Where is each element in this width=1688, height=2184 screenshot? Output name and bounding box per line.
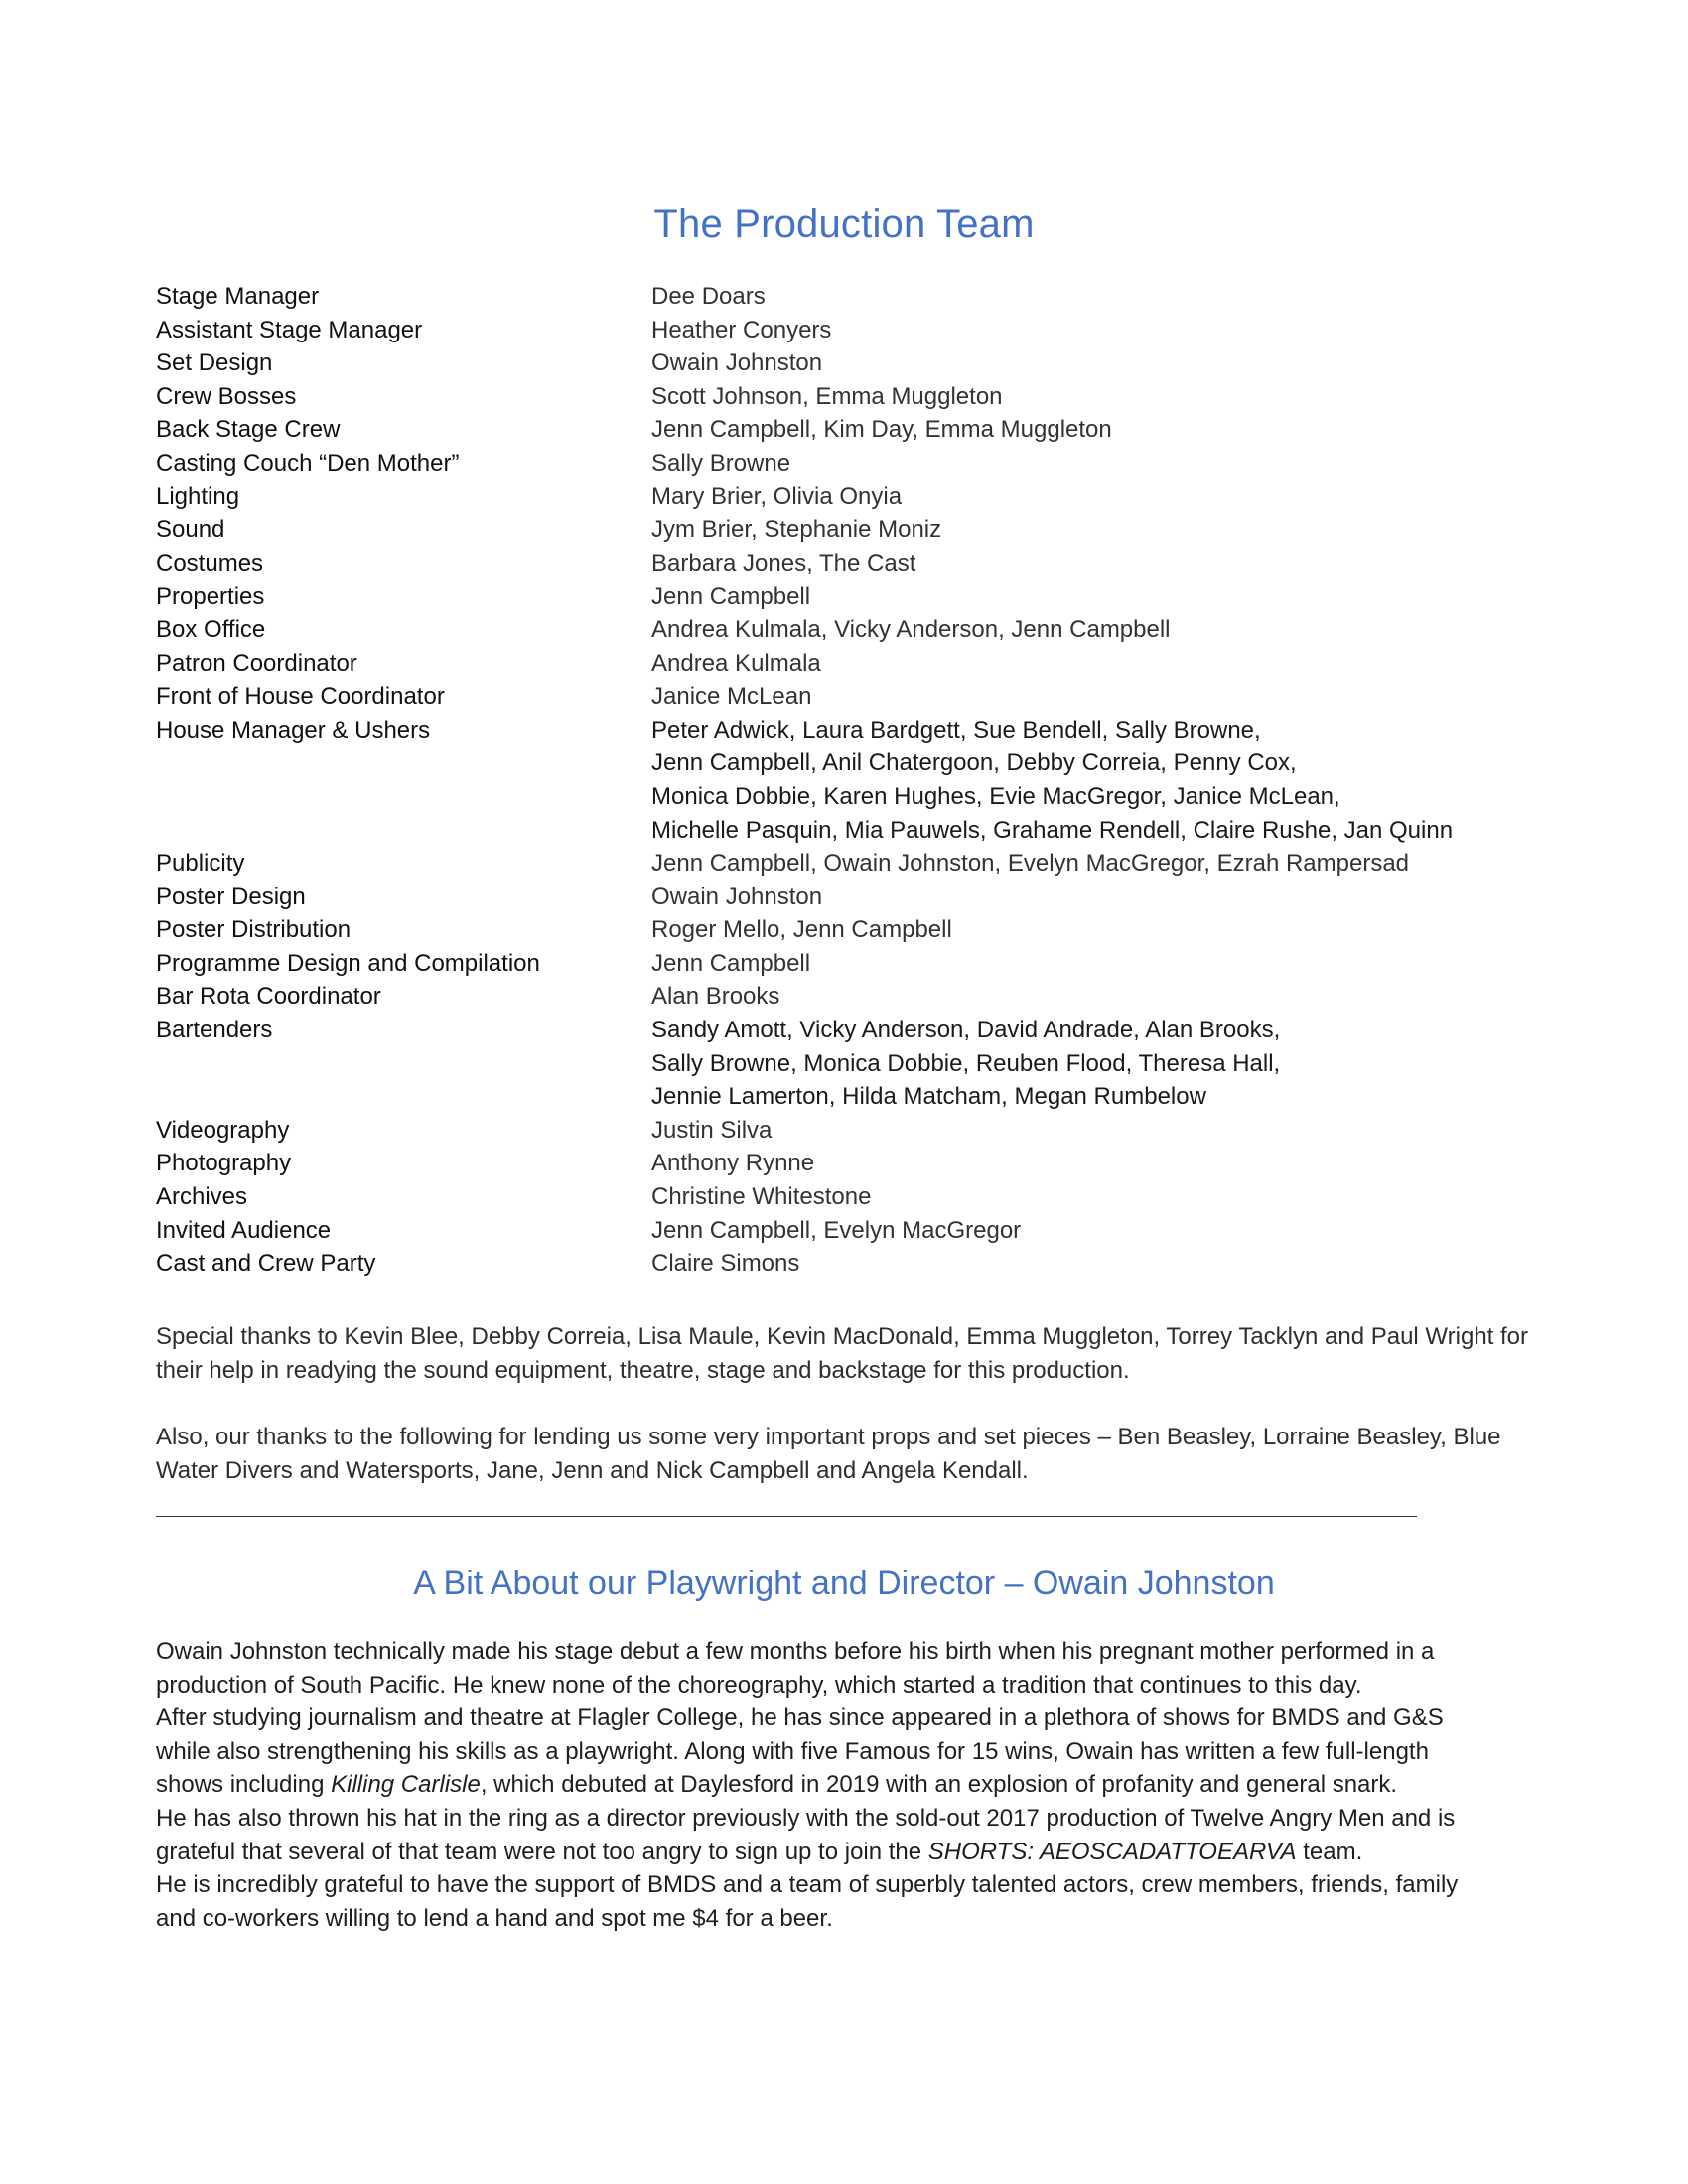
special-thanks-paragraph: Special thanks to Kevin Blee, Debby Correia, Lisa Maule, Kevin MacDonald, Emma Muggleton, Torrey Tacklyn and Paul Wright for their help in readying the sound equipment, theatre, stage and backstage for this production. bbox=[156, 1323, 1529, 1384]
role-label: Back Stage Crew bbox=[156, 416, 341, 444]
name-line: Andrea Kulmala bbox=[651, 649, 821, 677]
role-names bbox=[651, 346, 1546, 380]
role-names bbox=[651, 547, 1546, 581]
name-line: Monica Dobbie, Karen Hughes, Evie MacGregor, Janice McLean, bbox=[651, 782, 1340, 810]
role-label: Box Office bbox=[156, 615, 266, 643]
role-names bbox=[651, 1214, 1546, 1248]
role-label: Publicity bbox=[156, 850, 245, 878]
bio-line: He has also thrown his hat in the ring as a director previously with the sold-out 2017 production of Twelve Angry Men and is bbox=[156, 1804, 1456, 1832]
team-row bbox=[156, 1147, 1546, 1180]
role-label: Patron Coordinator bbox=[156, 649, 357, 677]
role-label: Lighting bbox=[156, 482, 240, 510]
role-names bbox=[651, 881, 1546, 914]
role-label: Stage Manager bbox=[156, 283, 320, 310]
bio-text: shows including bbox=[156, 1771, 332, 1799]
bio-line: He is incredibly grateful to have the support of BMDS and a team of superbly talented actors, crew members, friends, family bbox=[156, 1871, 1459, 1899]
role-label: Costumes bbox=[156, 549, 264, 577]
role-names bbox=[651, 580, 1546, 614]
production-team-list bbox=[156, 280, 1546, 1281]
team-row bbox=[156, 947, 1546, 981]
team-row bbox=[156, 1214, 1546, 1248]
name-line: Scott Johnson, Emma Muggleton bbox=[651, 382, 1003, 410]
role-names bbox=[651, 1014, 1546, 1114]
bio-line: Owain Johnston technically made his stage debut a few months before his birth when his pregnant mother performed in a bbox=[156, 1638, 1435, 1665]
role-names bbox=[651, 647, 1546, 681]
name-line: Owain Johnston bbox=[651, 883, 823, 910]
team-row bbox=[156, 380, 1546, 414]
name-line: Sandy Amott, Vicky Anderson, David Andrade, Alan Brooks, bbox=[651, 1017, 1281, 1044]
name-line: Justin Silva bbox=[651, 1116, 773, 1144]
role-label: Poster Distribution bbox=[156, 916, 352, 944]
bio-line bbox=[156, 1836, 1546, 1869]
bio-text: team. bbox=[1296, 1838, 1363, 1865]
role-label: Videography bbox=[156, 1116, 290, 1144]
bio-line: and co-workers willing to lend a hand and spot me $4 for a beer. bbox=[156, 1904, 833, 1932]
team-row bbox=[156, 913, 1546, 947]
role-label: House Manager & Ushers bbox=[156, 716, 431, 744]
role-names bbox=[651, 314, 1546, 347]
role-label: Set Design bbox=[156, 349, 273, 377]
role-names bbox=[651, 1180, 1546, 1214]
team-row bbox=[156, 447, 1546, 480]
name-line: Michelle Pasquin, Mia Pauwels, Grahame Rendell, Claire Rushe, Jan Quinn bbox=[651, 816, 1454, 844]
show-title-italic: SHORTS: AEOSCADATTOEARVA bbox=[927, 1838, 1297, 1865]
team-row bbox=[156, 980, 1546, 1014]
name-line: Jenn Campbell, Owain Johnston, Evelyn MacGregor, Ezrah Rampersad bbox=[651, 850, 1410, 878]
name-line: Christine Whitestone bbox=[651, 1183, 872, 1211]
name-line: Alan Brooks bbox=[651, 983, 780, 1011]
bio-line bbox=[156, 1768, 1546, 1802]
team-row bbox=[156, 847, 1546, 881]
name-line: Dee Doars bbox=[651, 283, 766, 310]
name-line: Sally Browne, Monica Dobbie, Reuben Flood, Theresa Hall, bbox=[651, 1049, 1281, 1077]
bio-line: while also strengthening his skills as a playwright. Along with five Famous for 15 wins, Owain has written a few full-length bbox=[156, 1737, 1429, 1765]
role-names bbox=[651, 614, 1546, 647]
team-row bbox=[156, 580, 1546, 614]
team-row bbox=[156, 647, 1546, 681]
bio-line: production of South Pacific. He knew none of the choreography, which started a tradition that continues to this day. bbox=[156, 1671, 1362, 1699]
name-line: Jenn Campbell, Anil Chatergoon, Debby Correia, Penny Cox, bbox=[651, 750, 1297, 777]
team-row bbox=[156, 680, 1546, 714]
role-label: Front of House Coordinator bbox=[156, 683, 445, 711]
role-names bbox=[651, 847, 1546, 881]
role-names bbox=[651, 280, 1546, 314]
name-line: Jennie Lamerton, Hilda Matcham, Megan Rumbelow bbox=[651, 1083, 1206, 1111]
name-line: Sally Browne bbox=[651, 449, 791, 477]
playwright-title: A Bit About our Playwright and Director – Owain Johnston bbox=[413, 1565, 1275, 1602]
role-label: Photography bbox=[156, 1150, 292, 1177]
role-names bbox=[651, 714, 1546, 847]
team-row bbox=[156, 881, 1546, 914]
team-row bbox=[156, 614, 1546, 647]
name-line: Jym Brier, Stephanie Moniz bbox=[651, 516, 942, 544]
team-row bbox=[156, 1180, 1546, 1214]
role-label: Casting Couch “Den Mother” bbox=[156, 449, 460, 477]
role-names bbox=[651, 980, 1546, 1014]
team-row bbox=[156, 413, 1546, 447]
team-row bbox=[156, 1114, 1546, 1148]
role-label: Bartenders bbox=[156, 1017, 273, 1044]
play-title-italic: Killing Carlisle bbox=[331, 1771, 481, 1799]
team-row bbox=[156, 714, 1546, 847]
name-line: Jenn Campbell bbox=[651, 949, 811, 977]
name-line: Andrea Kulmala, Vicky Anderson, Jenn Campbell bbox=[651, 615, 1171, 643]
team-row bbox=[156, 547, 1546, 581]
role-label: Crew Bosses bbox=[156, 382, 297, 410]
name-line: Janice McLean bbox=[651, 683, 812, 711]
role-label: Bar Rota Coordinator bbox=[156, 983, 381, 1011]
name-line: Claire Simons bbox=[651, 1250, 800, 1278]
name-line: Jenn Campbell, Kim Day, Emma Muggleton bbox=[651, 416, 1112, 444]
role-label: Assistant Stage Manager bbox=[156, 316, 423, 343]
role-label: Poster Design bbox=[156, 883, 306, 910]
role-names bbox=[651, 1114, 1546, 1148]
team-row bbox=[156, 314, 1546, 347]
team-row bbox=[156, 1247, 1546, 1281]
role-names bbox=[651, 513, 1546, 547]
bio-line: After studying journalism and theatre at Flagler College, he has since appeared in a plethora of shows for BMDS and G&S bbox=[156, 1705, 1444, 1732]
role-names bbox=[651, 947, 1546, 981]
name-line: Jenn Campbell bbox=[651, 583, 811, 611]
section-divider bbox=[156, 1516, 1417, 1517]
role-label: Sound bbox=[156, 516, 225, 544]
playwright-bio bbox=[156, 1635, 1546, 1935]
team-row bbox=[156, 346, 1546, 380]
bio-text: grateful that several of that team were not too angry to sign up to join the bbox=[156, 1838, 928, 1865]
role-names bbox=[651, 1147, 1546, 1180]
role-names bbox=[651, 480, 1546, 514]
name-line: Peter Adwick, Laura Bardgett, Sue Bendell, Sally Browne, bbox=[651, 716, 1261, 744]
role-names bbox=[651, 447, 1546, 480]
name-line: Heather Conyers bbox=[651, 316, 832, 343]
role-names bbox=[651, 913, 1546, 947]
role-label: Cast and Crew Party bbox=[156, 1250, 376, 1278]
name-line: Mary Brier, Olivia Onyia bbox=[651, 482, 903, 510]
team-row bbox=[156, 280, 1546, 314]
role-label: Archives bbox=[156, 1183, 248, 1211]
bio-text: , which debuted at Daylesford in 2019 with an explosion of profanity and general snark. bbox=[480, 1771, 1398, 1799]
team-row bbox=[156, 513, 1546, 547]
role-label: Properties bbox=[156, 583, 265, 611]
role-label: Programme Design and Compilation bbox=[156, 949, 540, 977]
name-line: Barbara Jones, The Cast bbox=[651, 549, 916, 577]
role-names bbox=[651, 680, 1546, 714]
name-line: Owain Johnston bbox=[651, 349, 823, 377]
name-line: Jenn Campbell, Evelyn MacGregor bbox=[651, 1216, 1022, 1244]
role-label: Invited Audience bbox=[156, 1216, 332, 1244]
props-thanks-paragraph: Also, our thanks to the following for lending us some very important props and set pieces – Ben Beasley, Lorraine Beasley, Blue Water Divers and Watersports, Jane, Jenn and Nick Campbell and Angela Kendall. bbox=[156, 1424, 1501, 1484]
role-names bbox=[651, 413, 1546, 447]
team-row bbox=[156, 480, 1546, 514]
team-row bbox=[156, 1014, 1546, 1114]
name-line: Anthony Rynne bbox=[651, 1150, 815, 1177]
role-names bbox=[651, 1247, 1546, 1281]
name-line: Roger Mello, Jenn Campbell bbox=[651, 916, 952, 944]
role-names bbox=[651, 380, 1546, 414]
production-team-title: The Production Team bbox=[653, 203, 1035, 246]
